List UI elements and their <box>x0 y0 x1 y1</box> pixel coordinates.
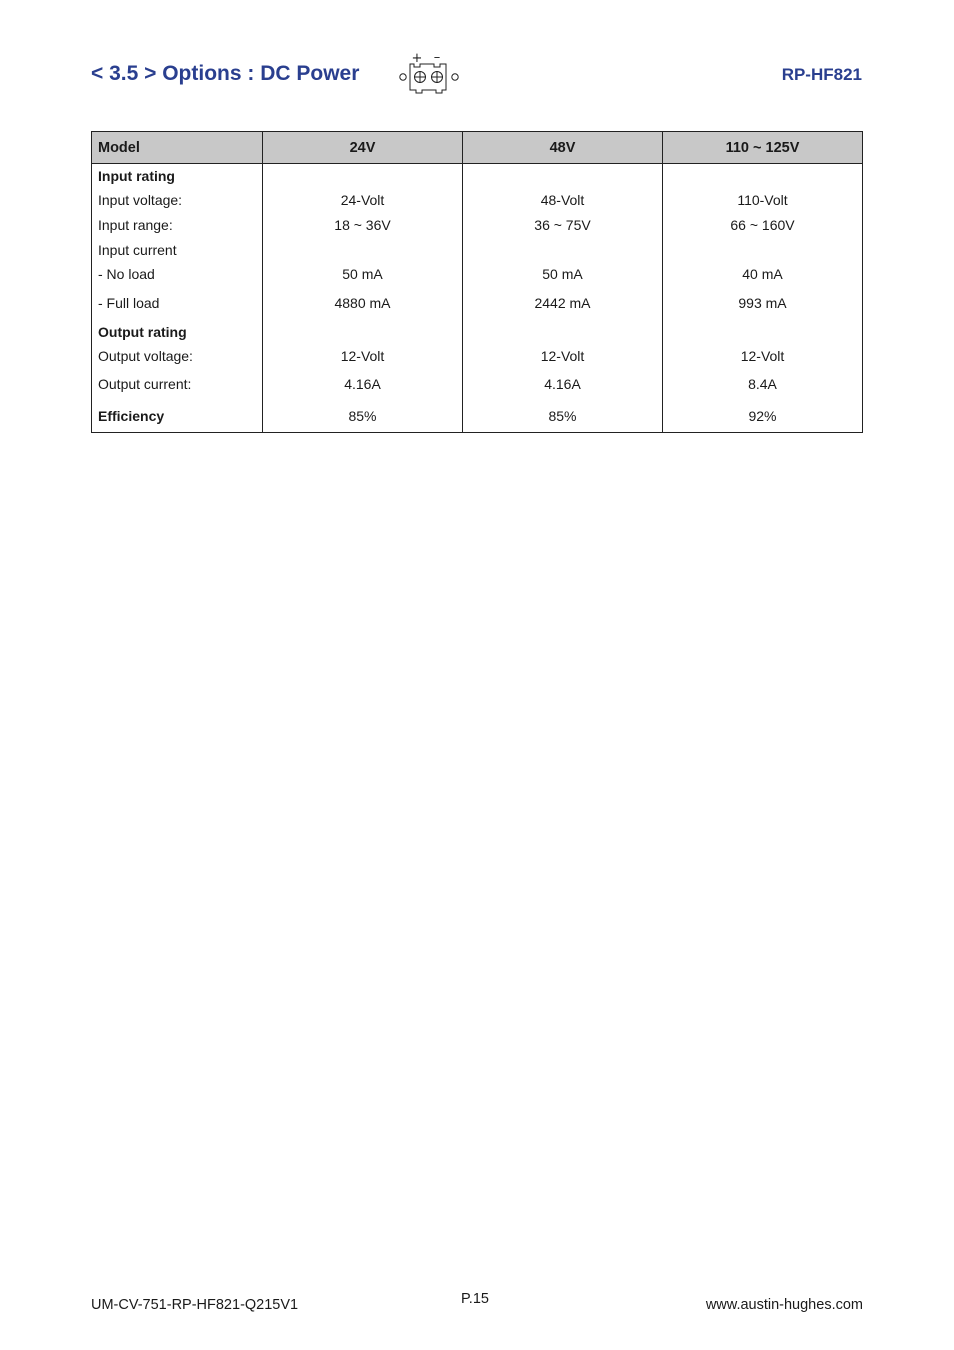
table-row <box>92 287 863 320</box>
row-value-col-1: 24-Volt <box>263 188 463 213</box>
table-header-col-2: 48V <box>463 132 663 164</box>
row-value-col-2: 48-Volt <box>463 188 663 213</box>
row-value-col-3: 993 mA <box>663 287 863 320</box>
table-header-row <box>92 132 863 164</box>
table-row <box>92 188 863 213</box>
row-label: Input current <box>92 238 263 262</box>
row-value-col-2 <box>463 164 663 188</box>
row-value-col-1: 4880 mA <box>263 287 463 320</box>
row-label: Input voltage: <box>92 188 263 213</box>
row-value-col-2 <box>463 238 663 262</box>
spec-table-body <box>92 164 863 433</box>
footer-page-number: P.15 <box>461 1291 489 1307</box>
table-row <box>92 213 863 238</box>
row-value-col-3: 40 mA <box>663 262 863 287</box>
table-row <box>92 320 863 344</box>
row-value-col-3: 12-Volt <box>663 344 863 369</box>
table-row <box>92 262 863 287</box>
table-row <box>92 164 863 188</box>
row-label: - Full load <box>92 287 263 320</box>
row-label: - No load <box>92 262 263 287</box>
dc-power-spec-table <box>91 131 863 433</box>
row-value-col-1: 12-Volt <box>263 344 463 369</box>
row-value-col-3: 66 ~ 160V <box>663 213 863 238</box>
table-row <box>92 238 863 262</box>
row-value-col-1 <box>263 320 463 344</box>
table-header-col-1: 24V <box>263 132 463 164</box>
row-value-col-1: 4.16A <box>263 369 463 400</box>
table-row <box>92 369 863 400</box>
row-value-col-2: 36 ~ 75V <box>463 213 663 238</box>
terminal-plus-sign: + <box>411 51 423 66</box>
row-label: Output current: <box>92 369 263 400</box>
table-row <box>92 400 863 433</box>
row-value-col-3 <box>663 320 863 344</box>
row-value-col-1 <box>263 238 463 262</box>
row-value-col-2: 12-Volt <box>463 344 663 369</box>
row-value-col-3 <box>663 164 863 188</box>
row-value-col-3 <box>663 238 863 262</box>
footer-doc-code: UM-CV-751-RP-HF821-Q215V1 <box>91 1297 299 1313</box>
row-label: Output rating <box>92 320 263 344</box>
row-value-col-2 <box>463 320 663 344</box>
footer-website: www.austin-hughes.com <box>705 1297 863 1313</box>
row-label: Input rating <box>92 164 263 188</box>
table-header-model: Model <box>92 132 263 164</box>
row-label: Output voltage: <box>92 344 263 369</box>
row-value-col-2: 50 mA <box>463 262 663 287</box>
row-value-col-2: 4.16A <box>463 369 663 400</box>
row-value-col-1: 50 mA <box>263 262 463 287</box>
row-value-col-1: 18 ~ 36V <box>263 213 463 238</box>
terminal-minus-sign: – <box>433 50 441 65</box>
table-header-col-3: 110 ~ 125V <box>663 132 863 164</box>
row-value-col-3: 110-Volt <box>663 188 863 213</box>
row-label: Input range: <box>92 213 263 238</box>
table-row <box>92 344 863 369</box>
page-title: < 3.5 > Options : DC Power <box>91 62 360 85</box>
row-value-col-1 <box>263 164 463 188</box>
row-value-col-2: 2442 mA <box>463 287 663 320</box>
row-value-col-3: 8.4A <box>663 369 863 400</box>
model-code: RP-HF821 <box>781 65 862 84</box>
row-label: Efficiency <box>92 400 263 433</box>
row-value-col-3: 92% <box>663 400 863 433</box>
dc-terminal-icon <box>396 50 462 96</box>
row-value-col-2: 85% <box>463 400 663 433</box>
row-value-col-1: 85% <box>263 400 463 433</box>
